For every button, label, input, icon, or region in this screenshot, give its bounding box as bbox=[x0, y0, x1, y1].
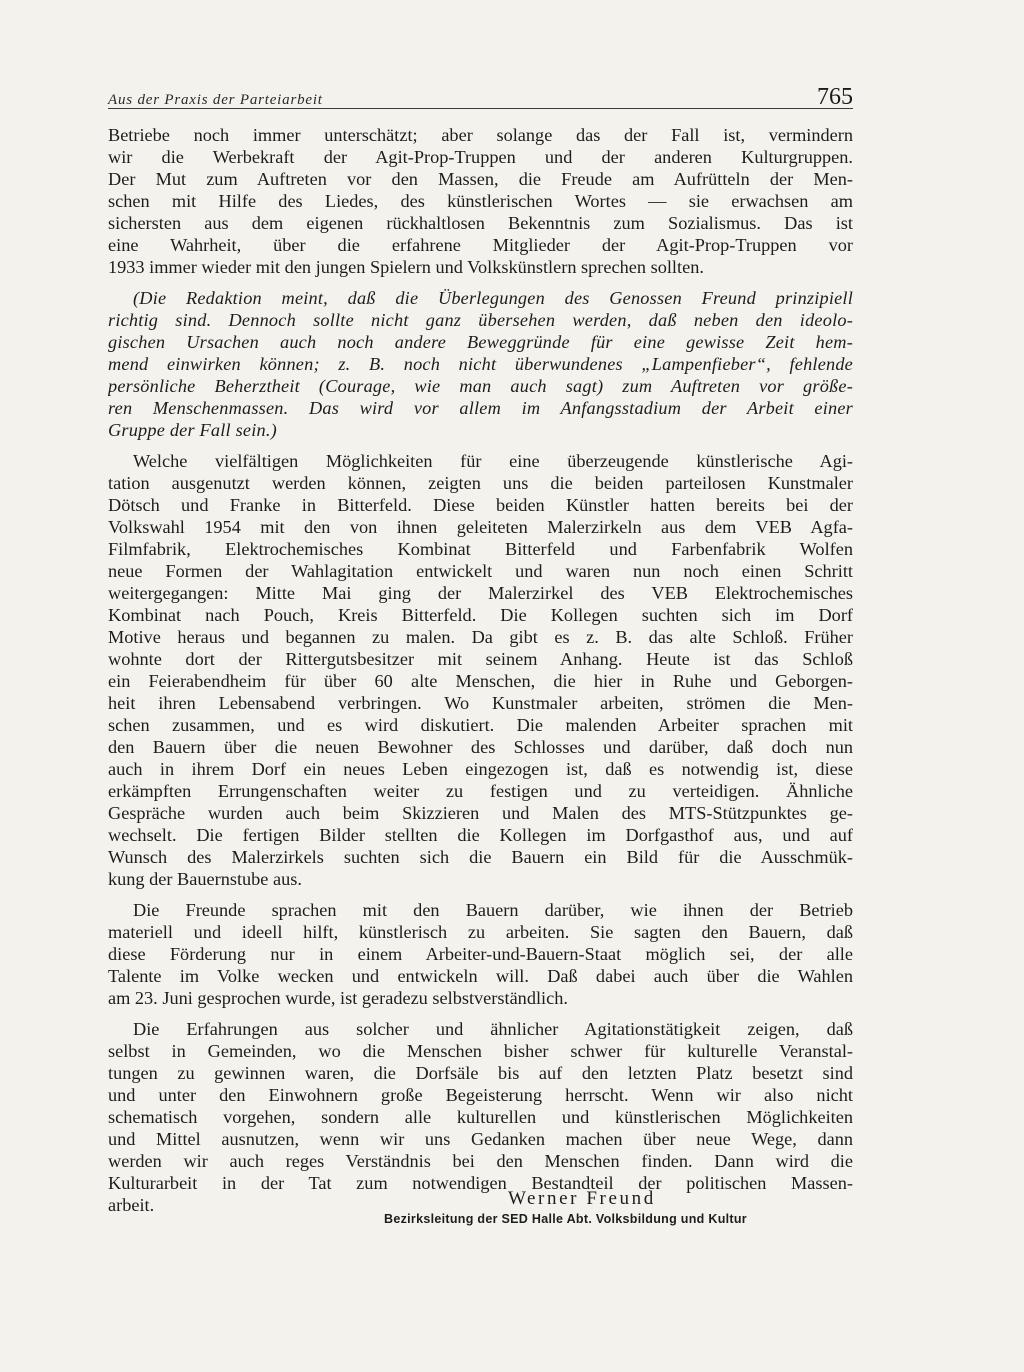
text-line: Gespräche wurden auch beim Skizzieren und Malen des MTS-Stützpunktes ge- bbox=[108, 803, 853, 823]
text-line: tungen zu gewinnen waren, die Dorfsäle bis auf den letzten Platz besetzt sind bbox=[108, 1063, 853, 1083]
text-line: materiell und ideell hilft, künstlerisch zu arbeiten. Sie sagten den Bauern, daß bbox=[108, 922, 853, 942]
text-line: arbeit. bbox=[108, 1195, 155, 1215]
text-line: Gruppe der Fall sein.) bbox=[108, 420, 277, 440]
paragraph-gap bbox=[108, 890, 853, 899]
text-line: Motive heraus und begannen zu malen. Da gibt es z. B. das alte Schloß. Früher bbox=[108, 627, 853, 647]
text-line: Volkswahl 1954 mit den von ihnen geleiteten Malerzirkeln aus dem VEB Agfa- bbox=[108, 517, 853, 537]
text-line: weitergegangen: Mitte Mai ging der Malerzirkel des VEB Elektrochemisches bbox=[108, 583, 853, 603]
text-line: eine Wahrheit, über die erfahrene Mitglieder der Agit-Prop-Truppen vor bbox=[108, 235, 853, 255]
text-line: Dötsch und Franke in Bitterfeld. Diese beiden Künstler hatten bereits bei der bbox=[108, 495, 853, 515]
text-line: Kombinat nach Pouch, Kreis Bitterfeld. Die Kollegen suchten sich im Dorf bbox=[108, 605, 853, 625]
text-line: ren Menschenmassen. Das wird vor allem im Anfangsstadium der Arbeit einer bbox=[108, 398, 853, 418]
paragraph bbox=[108, 124, 853, 278]
paragraph-gap bbox=[108, 1009, 853, 1018]
text-line: am 23. Juni gesprochen wurde, ist geradezu selbstverständlich. bbox=[108, 988, 568, 1008]
page-header bbox=[108, 84, 853, 111]
text-line: werden wir auch reges Verständnis bei den Menschen finden. Dann wird die bbox=[108, 1151, 853, 1171]
text-line: den Bauern über die neuen Bewohner des Schlosses und darüber, daß doch nun bbox=[108, 737, 853, 757]
text-line: Die Freunde sprachen mit den Bauern darüber, wie ihnen der Betrieb bbox=[133, 900, 853, 920]
text-line: Betriebe noch immer unterschätzt; aber solange das der Fall ist, vermindern bbox=[108, 125, 853, 145]
author-affiliation: Bezirksleitung der SED Halle Abt. Volksbildung und Kultur bbox=[384, 1212, 747, 1226]
text-line: neue Formen der Wahlagitation entwickelt und waren nun noch einen Schritt bbox=[108, 561, 853, 581]
text-line: Kulturarbeit in der Tat zum notwendigen Bestandteil der politischen Massen- bbox=[108, 1173, 853, 1193]
text-line: schematisch vorgehen, sondern alle kulturellen und künstlerischen Möglichkeiten bbox=[108, 1107, 853, 1127]
text-line: kung der Bauernstube aus. bbox=[108, 869, 302, 889]
text-line: diese Förderung nur in einem Arbeiter-und-Bauern-Staat möglich sei, der alle bbox=[108, 944, 853, 964]
text-line: erkämpften Errungenschaften weiter zu festigen und zu verteidigen. Ähnliche bbox=[108, 781, 853, 801]
text-line: Die Erfahrungen aus solcher und ähnlicher Agitationstätigkeit zeigen, daß bbox=[133, 1019, 853, 1039]
text-line: Filmfabrik, Elektrochemisches Kombinat Bitterfeld und Farbenfabrik Wolfen bbox=[108, 539, 853, 559]
text-line: persönliche Beherztheit (Courage, wie man auch sagt) zum Auftreten vor größe- bbox=[108, 376, 853, 396]
text-line: ein Feierabendheim für über 60 alte Menschen, die hier in Ruhe und Geborgen- bbox=[108, 671, 853, 691]
text-line: Der Mut zum Auftreten vor den Massen, die Freude am Aufrütteln der Men- bbox=[108, 169, 853, 189]
text-line: Talente im Volke wecken und entwickeln will. Daß dabei auch über die Wahlen bbox=[108, 966, 853, 986]
paragraph bbox=[108, 1018, 853, 1216]
text-line: Welche vielfältigen Möglichkeiten für eine überzeugende künstlerische Agi- bbox=[133, 451, 853, 471]
editorial-note bbox=[108, 287, 853, 441]
text-line: richtig sind. Dennoch sollte nicht ganz übersehen werden, daß neben den ideolo- bbox=[108, 310, 853, 330]
text-line: mend einwirken können; z. B. noch nicht überwundenes „Lampenfieber“, fehlende bbox=[108, 354, 853, 374]
text-line: 1933 immer wieder mit den jungen Spielern und Volkskünstlern sprechen sollten. bbox=[108, 257, 704, 277]
paragraph bbox=[108, 899, 853, 1009]
text-line: und unter den Einwohnern große Begeisterung herrscht. Wenn wir also nicht bbox=[108, 1085, 853, 1105]
text-line: auch in ihrem Dorf ein neues Leben eingezogen ist, daß es notwendig ist, diese bbox=[108, 759, 853, 779]
running-head: Aus der Praxis der Parteiarbeit bbox=[108, 92, 323, 108]
page-number: 765 bbox=[817, 84, 853, 110]
article-body bbox=[108, 124, 853, 1216]
header-rule bbox=[108, 108, 853, 109]
text-line: wir die Werbekraft der Agit-Prop-Truppen und der anderen Kulturgruppen. bbox=[108, 147, 853, 167]
text-line: wechselt. Die fertigen Bilder stellten die Kollegen im Dorfgasthof aus, und auf bbox=[108, 825, 853, 845]
paragraph-gap bbox=[108, 278, 853, 287]
text-line: tation ausgenutzt werden können, zeigten uns die beiden parteilosen Kunstmaler bbox=[108, 473, 853, 493]
text-line: sichersten aus dem eigenen rückhaltlosen Bekenntnis zum Sozialismus. Das ist bbox=[108, 213, 853, 233]
author-signature: Werner Freund bbox=[508, 1188, 656, 1209]
text-line: Wunsch des Malerzirkels suchten sich die Bauern ein Bild für die Ausschmük- bbox=[108, 847, 853, 867]
text-line: und Mittel ausnutzen, wenn wir uns Gedanken machen über neue Wege, dann bbox=[108, 1129, 853, 1149]
text-line: heit ihren Lebensabend verbringen. Wo Kunstmaler arbeiten, strömen die Men- bbox=[108, 693, 853, 713]
paragraph bbox=[108, 450, 853, 890]
paragraph-gap bbox=[108, 441, 853, 450]
text-line: (Die Redaktion meint, daß die Überlegungen des Genossen Freund prinzipiell bbox=[133, 288, 853, 308]
text-line: gischen Ursachen auch noch andere Beweggründe für eine gewisse Zeit hem- bbox=[108, 332, 853, 352]
text-line: selbst in Gemeinden, wo die Menschen bisher schwer für kulturelle Veranstal- bbox=[108, 1041, 853, 1061]
text-line: schen zusammen, und es wird diskutiert. Die malenden Arbeiter sprachen mit bbox=[108, 715, 853, 735]
text-line: wohnte dort der Rittergutsbesitzer mit seinem Anhang. Heute ist das Schloß bbox=[108, 649, 853, 669]
text-line: schen mit Hilfe des Liedes, des künstlerischen Wortes — sie erwachsen am bbox=[108, 191, 853, 211]
